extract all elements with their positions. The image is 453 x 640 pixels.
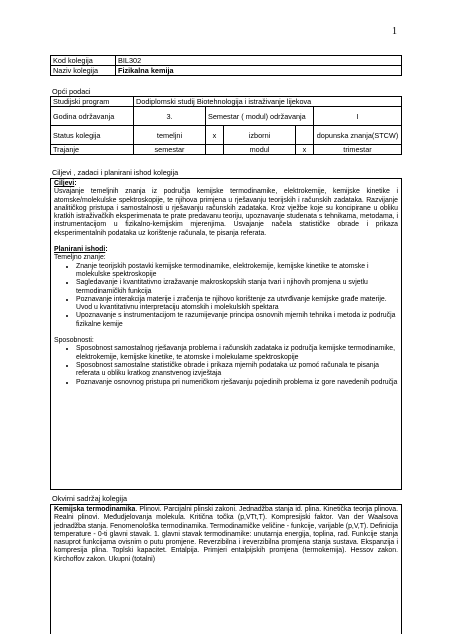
course-code-label: Kod kolegija [51,56,116,66]
content-title: Kemijska termodinamika [54,506,136,513]
study-program-label: Studijski program [51,97,134,107]
status-core-mark: x [206,126,224,145]
objectives-heading: Ciljevi , zadaci i planirani ishod kolegija [52,168,179,177]
semester-value: I [314,107,402,126]
duration-module: modul [224,145,296,155]
course-id-table [50,55,402,76]
status-elective-mark [296,126,314,145]
status-core: temeljni [134,126,206,145]
general-info-table [50,96,402,155]
status-elective: izborni [224,126,296,145]
duration-semester-mark [206,145,224,155]
content-heading: Okvirni sadržaj kolegija [52,494,128,503]
status-supplementary: dopunska znanja(STCW) [314,126,402,145]
content-text: . Plinovi. Parcijalni plinski zakoni. Jednadžba stanja id. plina. Kinetička teorija plinova. Realni plinovi. Međudjelovanja molekula. Kritična točka (p,VTt,T). Kompresijski faktor. Van der Waalsova jednadžba stanja. Fenomenološka termodinamika. Termodinamičke veličine - funkcije, varijable (p,V,T). Definicija temperature - 0-ti glavni stavak. 1. glavni stavak termodinamike: unutarnja energija, toplina, rad. Funkcije stanja nasuprot funkcijama ovisnim o putu promjene. Reverzibilna i ireverzibilna promjena stanja sustava. Ekspanzija i kompresija plina. Toplski kapacitet. Entalpija. Primjeri entalpijskih promjena (termokemija). Hessov zakon. Kirchoffov zakon. Ukupni (totalni) [54,506,398,563]
course-name-label: Naziv kolegija [51,66,116,76]
abilities-list [54,345,398,386]
general-info-heading: Opći podaci [52,87,91,96]
objectives-text: Usvajanje temeljnih znanja iz područja kemijske termodinamike, elektrokemije, kemijske kinetike i atomske/molekulske spektroskopije, te njihova primjena u rješavanju teorijskih i računskih zadataka. Razvijanje analitičkog pristupa i samostalnosti u rješavanju računskih zadataka. Kroz vježbe koje su koncipirane u obliku kratkih istraživačkih eksperimenata te prate predavanu teoriju, upoznavanje studenata s tehnikama, metodama, i instrumentacijom u fizikalno-kemijskim mjerenjima. Usvajanje načela statističke obrade i prikaza eksperimentalnih podataka uz korištenje računala, te pisanja referata. [54,188,398,237]
abilities-label: Sposobnosti: [54,337,94,345]
year-value: 3. [134,107,206,126]
duration-trimester: trimestar [314,145,402,155]
knowledge-label: Temeljno znanje: [54,254,106,262]
list-item: • Poznavanje interakcija materije i zračenja te njihovo korištenje za utvrđivanje kemijske građe materije. Uvod u kvantitativnu interpretaciju atomskih i molekulskih spektara [76,296,398,313]
list-item: • Sposobnost samostalne statističke obrade i prikaza mjernih podataka uz pomoć računala te pisanja referata u obliku kratkog znanstvenog izvještaja [76,362,398,379]
duration-semester: semestar [134,145,206,155]
duration-label: Trajanje [51,145,134,155]
list-item: • Poznavanje osnovnog pristupa pri numeričkom rješavanju pojedinih problema iz gore navedenih područja [76,379,398,387]
knowledge-list [54,263,398,329]
list-item: • Sagledavanje i kvantitativno izražavanje makroskopskih stanja tvari i njihovih promjena u svjetlu termodinamičkih funkcija [76,279,398,296]
objectives-title: Ciljevi [54,180,75,187]
course-code-value: BIL302 [116,56,402,66]
objectives-box: Ciljevi: Usvajanje temeljnih znanja iz područja kemijske termodinamike, elektrokemije, kemijske kinetike i atomske/molekulske spektroskopije, te njihova primjena u rješavanju teorijskih i računskih zadataka. Razvijanje analitičkog pristupa i samostalnosti u rješavanju računskih zadataka. Kroz vježbe koje su koncipirane u obliku kratkih istraživačkih eksperimenata te prate predavanu teoriju, upoznavanje studenata s tehnikama, metodama, i instrumentacijom u fizikalno-kemijskim mjerenjima. Usvajanje načela statističke obrade i prikaza eksperimentalnih podataka uz korištenje računala, te pisanja referata. Planirani ishodi: Temeljno znanje: • Znanje teorijskih postavki kemijske termodinamike, elektrokemije, kemijske kinetike te atomske i molekulske spektroskopije • Sagledavanje i kvantitativno izražavanje makroskopskih stanja tvari i njihovih promjena u svjetlu termodinamičkih funkcija • Poznavanje interakcija materije i zračenja te njihovo korištenje za utvrđivanje kemijske građe materije. Uvod u kvantitativnu interpretaciju atomskih i molekulskih spektara • Upoznavanje s instrumentacijom te razumijevanje principa osnovnih mjernih tehnika i metoda iz područja fizikalne kemije Sposobnosti: • Sposobnost samostalnog rješavanja problema i računskih zadataka iz područja kemijske termodinamike, elektrokemije, kemijske kinetike, te atomske i molekulame spektroskopije • Sposobnost samostalne statističke obrade i prikaza mjernih podataka uz pomoć računala te pisanja referata u obliku kratkog znanstvenog izvještaja • Poznavanje osnovnog pristupa pri numeričkom rješavanju pojedinih problema iz gore navedenih područja [50,178,402,490]
study-program-value: Dodiplomski studij Biotehnologija i istraživanje lijekova [134,97,402,107]
duration-module-mark: x [296,145,314,155]
list-item: • Upoznavanje s instrumentacijom te razumijevanje principa osnovnih mjernih tehnika i metoda iz područja fizikalne kemije [76,312,398,329]
page-number: 1 [392,26,397,37]
content-box [50,504,402,634]
course-name-value: Fizikalna kemija [116,66,402,76]
year-label: Godina održavanja [51,107,134,126]
semester-label: Semestar ( modul) održavanja [206,107,314,126]
list-item: • Sposobnost samostalnog rješavanja problema i računskih zadataka iz područja kemijske termodinamike, elektrokemije, kemijske kinetike, te atomske i molekulame spektroskopije [76,345,398,362]
status-label: Status kolegija [51,126,134,145]
list-item: • Znanje teorijskih postavki kemijske termodinamike, elektrokemije, kemijske kinetike te atomske i molekulske spektroskopije [76,263,398,280]
outcomes-title: Planirani ishodi [54,246,106,254]
